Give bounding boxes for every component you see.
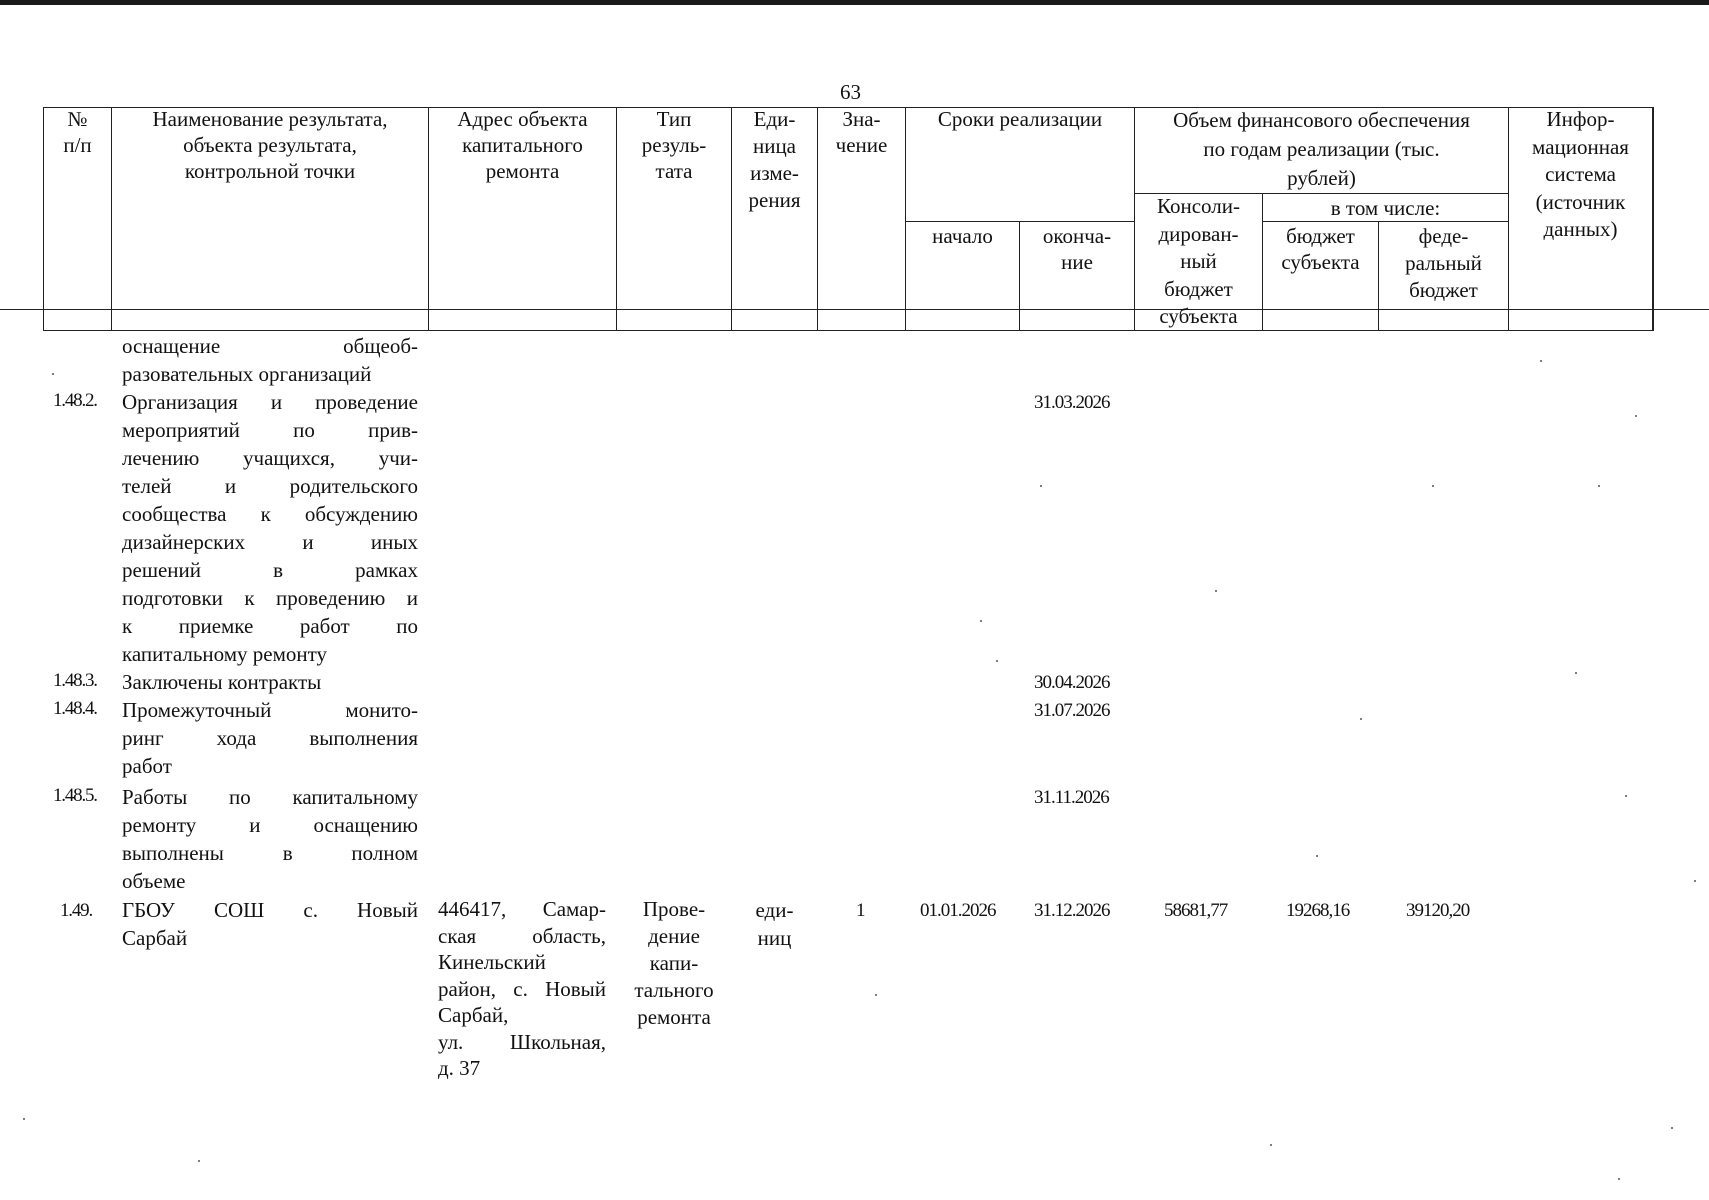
row-name: Работы по капитальному ремонту и оснащению выполнены в полном объеме	[122, 785, 418, 893]
header-name: Наименование результата, объекта результата, контрольной точки	[152, 107, 388, 183]
row-address: 446417, Самар- ская область, Кинельский район, с. Новый Сарбай, ул. Школьная, д. 37	[438, 897, 606, 1080]
row-number: 1.48.4.	[53, 698, 97, 719]
header-end: оконча- ние	[1042, 224, 1112, 274]
row-value: 1	[856, 900, 865, 921]
row-subject-budget: 19268,16	[1286, 900, 1350, 921]
header-including: в том числе:	[1330, 196, 1441, 220]
row-number: 1.48.5.	[53, 785, 97, 806]
row-unit: еди- ниц	[755, 898, 794, 950]
page-number: 63	[840, 80, 861, 104]
header-terms: Сроки реализации	[937, 107, 1103, 131]
row-number: 1.48.3.	[53, 670, 97, 691]
row-start-date: 01.01.2026	[920, 900, 996, 921]
header-type: Тип резуль- тата	[641, 107, 707, 183]
header-start: начало	[932, 224, 993, 248]
row-name: оснащение общеоб- разовательных организаций	[122, 334, 418, 386]
header-federal-budget: феде- ральный бюджет	[1405, 224, 1482, 302]
row-end-date: 31.03.2026	[1034, 392, 1110, 413]
header-value: Зна- чение	[835, 107, 888, 157]
row-end-date: 31.12.2026	[1034, 900, 1110, 921]
row-type: Прове- дение капи- тального ремонта	[634, 897, 714, 1029]
header-infosystem: Инфор- мационная система (источник данных)	[1532, 107, 1629, 241]
header-consolidated: Консоли- дирован- ный бюджет субъекта	[1157, 194, 1240, 328]
header-finance: Объем финансового обеспечения по годам реализации (тыс. рублей)	[1173, 108, 1470, 190]
scan-top-edge	[0, 0, 1709, 5]
row-name: Организация и проведение мероприятий по прив- лечению учащихся, учи- телей и родительского сообщества к обсуждению дизайнерских и иных решений в рамках подготовки к проведению и к приемке работ по капитальному ремонту	[122, 390, 418, 666]
row-number: 1.48.2.	[53, 390, 97, 411]
header-num: № п/п	[63, 107, 92, 157]
row-name: ГБОУ СОШ с. Новый Сарбай	[122, 898, 418, 950]
row-end-date: 31.07.2026	[1034, 700, 1110, 721]
row-consolidated: 58681,77	[1164, 900, 1228, 921]
row-name: Промежуточный монито- ринг хода выполнения работ	[122, 698, 418, 778]
header-subject-budget: бюджет субъекта	[1281, 224, 1360, 274]
header-address: Адрес объекта капитального ремонта	[457, 107, 588, 183]
row-end-date: 30.04.2026	[1034, 672, 1110, 693]
row-name: Заключены контракты	[122, 670, 322, 694]
row-federal-budget: 39120,20	[1406, 900, 1470, 921]
row-number: 1.49.	[60, 900, 93, 921]
header-unit: Еди- ница изме- рения	[748, 107, 801, 212]
row-end-date: 31.11.2026	[1034, 787, 1109, 808]
